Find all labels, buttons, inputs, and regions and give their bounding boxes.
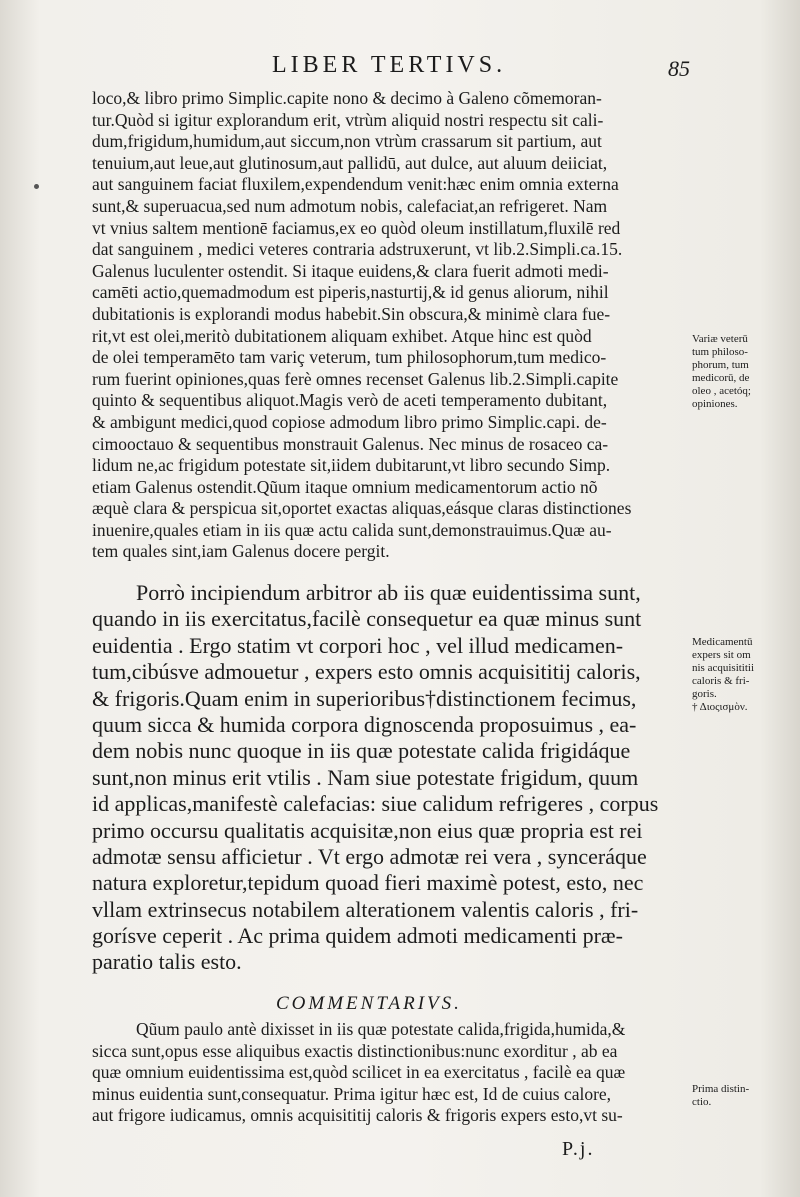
page-number: 85 (668, 56, 690, 81)
body-paragraph-2 (92, 580, 658, 976)
commentary-line: quæ omnium euidentissima est,quòd scilicet in ea exercitatus , facilè ea quæ (92, 1062, 626, 1083)
text-line: lidum ne,ac frigidum potestate sit,iidem dubitarunt,vt libro secundo Simp. (92, 455, 611, 476)
marginal-note-line: Medicamentū (692, 636, 753, 648)
running-title: LIBER TERTIVS. (272, 52, 507, 78)
text-line: tum,cibúsve admouetur , expers esto omnis acquisititij caloris, (92, 659, 641, 685)
text-line: vt vnius saltem mentionē faciamus,ex eo quòd oleum instillatum,fluxilē red (92, 217, 621, 238)
marginal-note-line: oleo , acetóq; (692, 385, 751, 397)
text-line: euidentia . Ergo statim vt corpori hoc , vel illud medicamen- (92, 632, 624, 658)
text-line: paratio talis esto. (92, 949, 242, 975)
marginal-note-line: nis acquisititii (692, 662, 755, 674)
text-line: loco,& libro primo Simplic.capite nono & decimo à Galeno cõmemoran- (92, 88, 602, 108)
text-line: inuenire,quales etiam in iis quæ actu calida sunt,demonstrauimus.Quæ au- (92, 519, 612, 540)
commentary-line: sicca sunt,opus esse aliquibus exactis distinctionibus:nunc exorditur , ab ea (92, 1040, 618, 1061)
text-line: admotæ sensu afficietur . Vt ergo admotæ rei vera , synceráque (92, 843, 647, 869)
text-line: gorísve ceperit . Ac prima quidem admoti medicamenti præ- (92, 923, 623, 949)
text-line: vllam extrinsecus notabilem alterationem valentis caloris , fri- (92, 896, 639, 922)
marginal-note-line: † Διοςισμὸν. (692, 701, 748, 713)
text-line: rum fuerint opiniones,quas ferè omnes recenset Galenus lib.2.Simpli.capite (92, 368, 619, 389)
text-line: de olei temperamēto tam variç veterum, tum philosophorum,tum medico- (92, 347, 607, 368)
text-line: dum,frigidum,humidum,aut siccum,non vtrùm crassarum sit partium, aut (92, 131, 602, 152)
marginal-note-line: Prima distin- (692, 1083, 750, 1095)
marginal-note-line: expers sit om (692, 649, 751, 661)
text-line: rit,vt est olei,meritò dubitationem aliquam exhibet. Atque hinc est quòd (92, 325, 592, 346)
text-line: quinto & sequentibus aliquot.Magis verò de aceti temperamento dubitant, (92, 390, 608, 411)
text-line: Galenus luculenter ostendit. Si itaque euidens,& clara fuerit admoti medi- (92, 260, 609, 281)
text-line: tem quales sint,iam Galenus docere pergit. (92, 541, 390, 562)
marginal-note-line: ctio. (692, 1096, 712, 1108)
text-line: tenuium,aut leue,aut glutinosum,aut pallidū, aut dulce, aut aluum deiiciat, (92, 152, 608, 173)
text-line: tur.Quòd si igitur explorandum erit, vtrùm aliquid nostri respectu sit cali- (92, 109, 604, 130)
text-line: & frigoris.Quam enim in superioribus†distinctionem fecimus, (92, 685, 637, 711)
marginal-note-line: caloris & fri- (692, 675, 750, 687)
commentary-line: aut frigore iudicamus, omnis acquisititij caloris & frigoris expers esto,vt su- (92, 1105, 623, 1126)
marginal-note-3 (692, 1083, 792, 1109)
commentary-paragraph (92, 1019, 625, 1127)
marginal-note-line: goris. (692, 688, 717, 700)
text-line: etiam Galenus ostendit.Qũum itaque omnium medicamentorum actio nõ (92, 476, 598, 497)
marginal-note-line: opiniones. (692, 398, 738, 410)
ink-spot (34, 184, 39, 189)
text-line: camēti actio,quemadmodum est piperis,nasturtij,& id genus aliorum, nihil (92, 282, 609, 303)
text-line: sunt,& superuacua,sed num admotum nobis, calefaciat,an refrigeret. Nam (92, 195, 608, 216)
marginal-note-line: medicorū, de (692, 372, 750, 384)
body-paragraph-1 (92, 88, 631, 563)
marginal-note-1 (692, 333, 792, 411)
marginal-note-line: phorum, tum (692, 359, 749, 371)
text-line: dem nobis nunc quoque in iis quæ potestate calida frigidáque (92, 738, 631, 764)
text-line: aut sanguinem faciat fluxilem,expendendum venit:hæc enim omnia externa (92, 174, 619, 195)
text-line: dat sanguinem , medici veteres contraria adstruxerunt, vt lib.2.Simpli.ca.15. (92, 239, 623, 260)
text-line: æquè clara & perspicua sit,oportet exactas aliquas,eásque claras distinctiones (92, 498, 632, 519)
text-line: quando in iis exercitatus,facilè consequetur ea quæ minus sunt (92, 606, 642, 632)
text-line: Porrò incipiendum arbitror ab iis quæ euidentissima sunt, (136, 580, 641, 605)
text-line: & ambigunt medici,quod copiose admodum libro primo Simplic.capi. de- (92, 411, 607, 432)
commentary-heading: COMMENTARIVS. (276, 993, 462, 1014)
text-line: quum sicca & humida corpora dignoscenda proposuimus , ea- (92, 711, 637, 737)
text-line: natura exploretur,tepidum quoad fieri maximè potest, esto, nec (92, 870, 644, 896)
signature-mark: P.j. (562, 1138, 595, 1160)
text-line: sunt,non minus erit vtilis . Nam siue potestate frigidum, quum (92, 764, 639, 790)
marginal-note-line: Variæ veterū (692, 333, 748, 345)
commentary-line: Qũum paulo antè dixisset in iis quæ potestate calida,frigida,humida,& (136, 1019, 626, 1039)
marginal-note-2 (692, 636, 792, 714)
text-line: id applicas,manifestè calefacias: siue calidum refrigeres , corpus (92, 791, 659, 817)
text-line: dubitationis is explorandi modus habebit.Sin obscura,& minimè clara fue- (92, 303, 611, 324)
marginal-note-line: tum philoso- (692, 346, 748, 358)
commentary-line: minus euidentia sunt,consequatur. Prima igitur hæc est, Id de cuius calore, (92, 1083, 612, 1104)
page-header (0, 50, 800, 90)
text-line: primo occursu qualitatis acquisitæ,non eius quæ propria est rei (92, 817, 643, 843)
text-line: cimooctauo & sequentibus monstrauit Galenus. Nec minus de rosaceo ca- (92, 433, 609, 454)
